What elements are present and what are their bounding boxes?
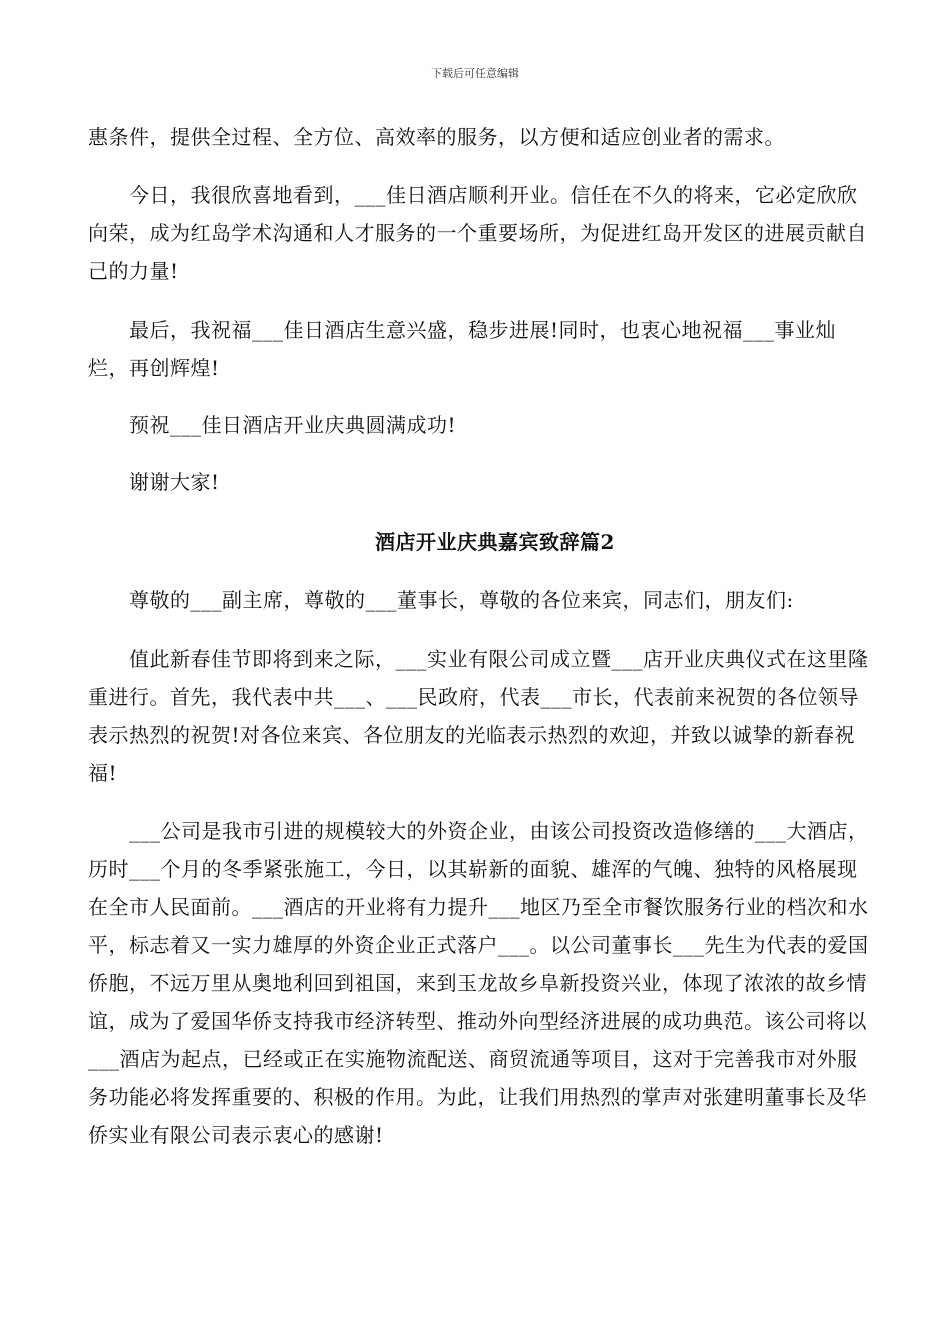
- paragraph-salutation: 尊敬的___副主席，尊敬的___董事长，尊敬的各位来宾，同志们，朋友们:: [88, 588, 794, 612]
- page-header-note: 下载后可任意编辑: [431, 67, 519, 80]
- paragraph-thanks: 谢谢大家!: [88, 470, 220, 494]
- paragraph-intro-tail: 惠条件，提供全过程、全方位、高效率的服务，以方便和适应创业者的需求。: [88, 125, 785, 149]
- paragraph-company-intro: ___公司是我市引进的规模较大的外资企业，由该公司投资改造修缮的___大酒店，历时___个月的冬季紧张施工，今日，以其崭新的面貌、雄浑的气魄、独特的风格展现在全市人民面前。___酒店的开业将有力提升___地区乃至全市餐饮服务行业的档次和水平，标志着又一实力雄厚的外资企业正式落户___。以公司董事长___先生为代表的爱国侨胞，不远万里从奥地利回到祖国，来到玉龙故乡阜新投资兴业，体现了浓浓的故乡情谊，成为了爱国华侨支持我市经济转型、推动外向型经济进展的成功典范。该公司将以___酒店为起点，已经或正在实施物流配送、商贸流通等项目，这对于完善我市对外服务功能必将发挥重要的、积极的作用。为此，让我们用热烈的掌声对张建明董事长及华侨实业有限公司表示衷心的感谢!: [88, 819, 869, 1147]
- paragraph-opening-joy: 今日，我很欣喜地看到，___佳日酒店顺利开业。信任在不久的将来，它必定欣欣向荣，成为红岛学术沟通和人才服务的一个重要场所，为促进红岛开发区的进展贡献自己的力量!: [88, 183, 867, 283]
- paragraph-congratulations: 值此新春佳节即将到来之际，___实业有限公司成立暨___店开业庆典仪式在这里隆重进行。首先，我代表中共___、___民政府，代表___市长，代表前来祝贺的各位领导表示热烈的祝贺!对各位来宾、各位朋友的光临表示热烈的欢迎，并致以诚挚的新春祝福!: [88, 647, 869, 785]
- paragraph-success-wish: 预祝___佳日酒店开业庆典圆满成功!: [88, 413, 457, 437]
- paragraph-wishes: 最后，我祝福___佳日酒店生意兴盛，稳步进展!同时，也衷心地祝福___事业灿烂，再创辉煌!: [88, 318, 837, 380]
- section-title: 酒店开业庆典嘉宾致辞篇2: [375, 530, 615, 554]
